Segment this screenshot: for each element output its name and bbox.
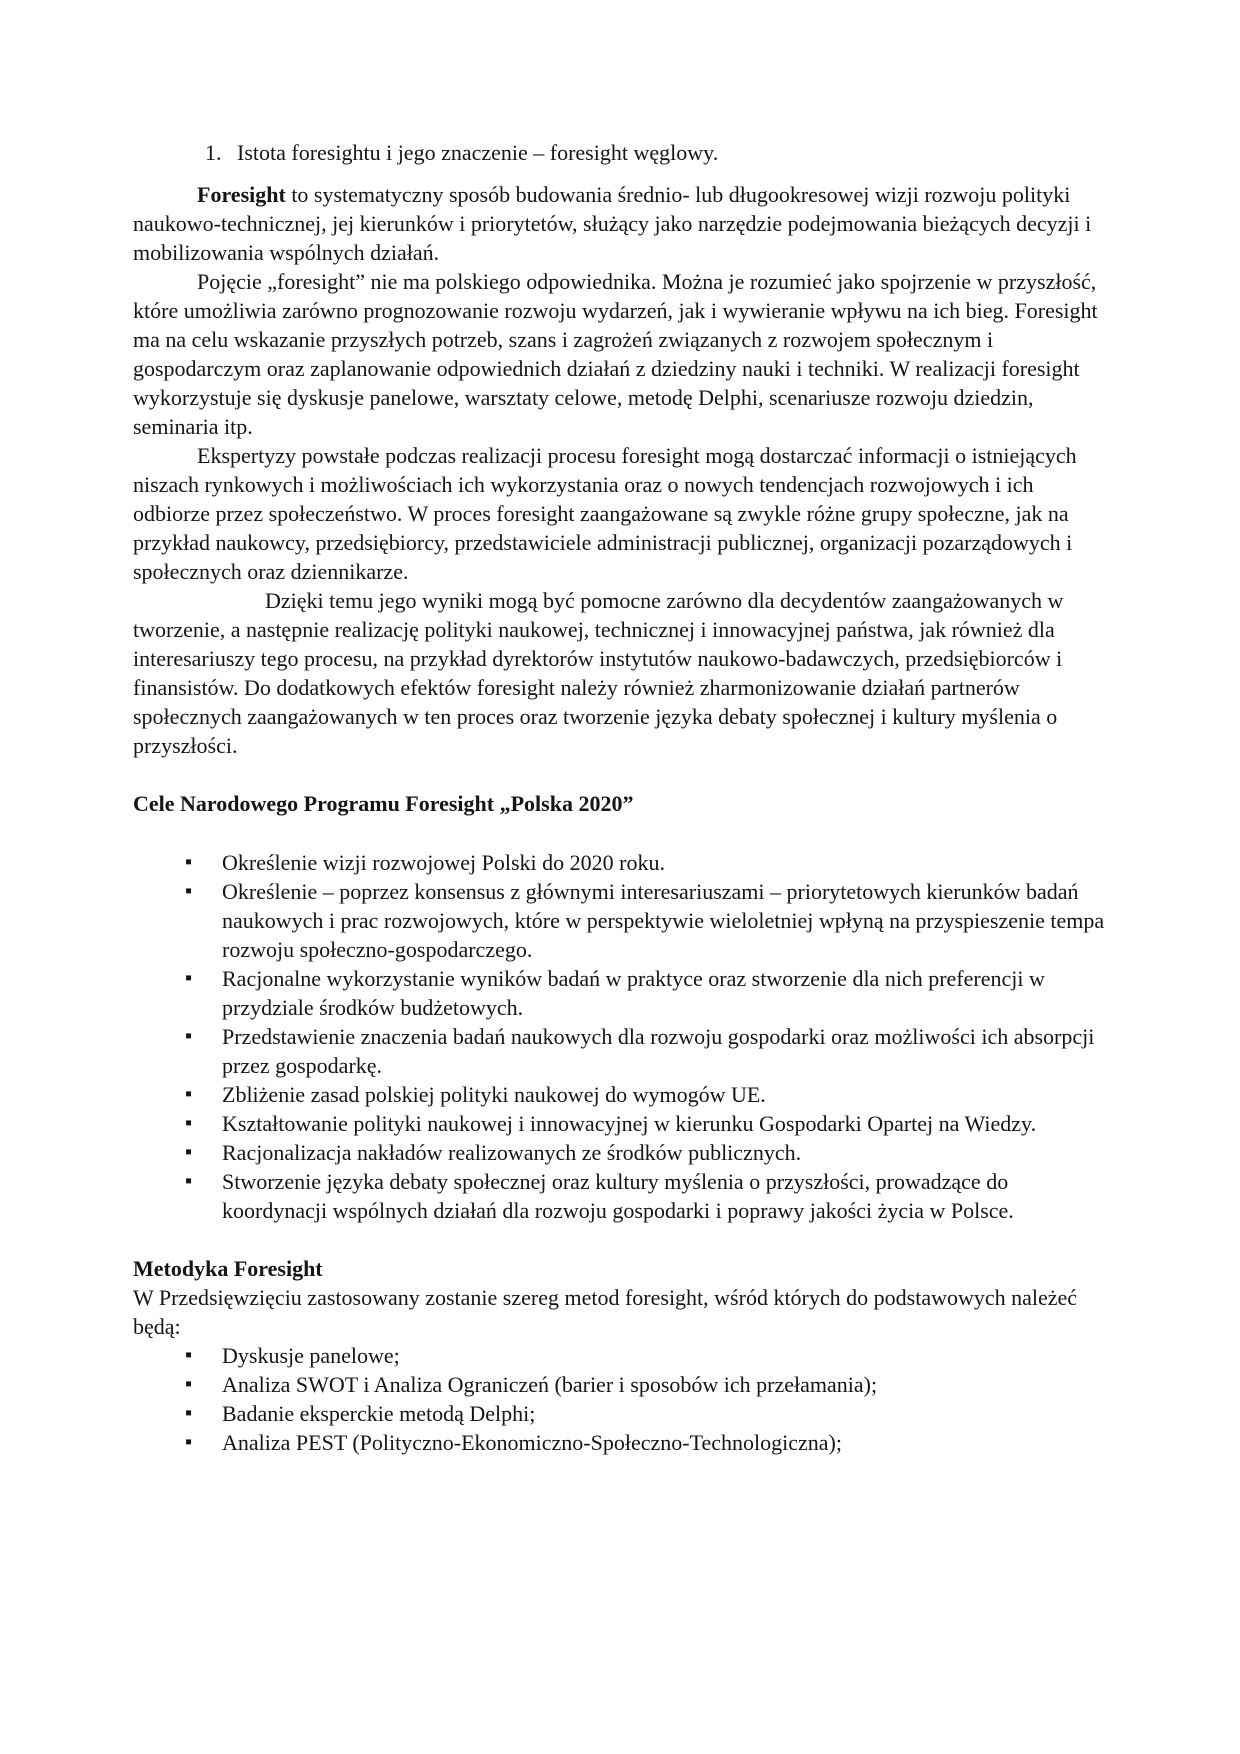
list-item-text: Analiza SWOT i Analiza Ograniczeń (barier i sposobów ich przełamania); [222,1372,878,1397]
list-item [133,1428,1115,1457]
section-title: Istota foresightu i jego znaczenie – foresight węglowy. [237,140,719,165]
list-item [133,1138,1115,1167]
list-item [133,1109,1115,1138]
list-item [133,877,1115,964]
methodology-heading: Metodyka Foresight [133,1256,323,1281]
methods-list [133,1341,1115,1457]
list-item [133,1399,1115,1428]
list-item-text: Określenie wizji rozwojowej Polski do 2020 roku. [222,850,665,875]
list-item-text: Przedstawienie znaczenia badań naukowych dla rozwoju gospodarki oraz możliwości ich absorpcji przez gospodarkę. [222,1024,1095,1078]
bullet-icon: ▪ [185,1402,193,1424]
list-item [133,1341,1115,1370]
list-item [133,964,1115,1022]
list-item-text: Stworzenie języka debaty społecznej oraz kultury myślenia o przyszłości, prowadzące do koordynacji wspólnych działań dla rozwoju gospodarki i poprawy jakości życia w Polsce. [222,1169,1014,1223]
bullet-icon: ▪ [185,851,193,873]
list-item-text: Zbliżenie zasad polskiej polityki naukowej do wymogów UE. [222,1082,766,1107]
goals-list [133,848,1115,1225]
bullet-icon: ▪ [185,967,193,989]
bullet-icon: ▪ [185,880,193,902]
bullet-icon: ▪ [185,1373,193,1395]
list-item-text: Badanie eksperckie metodą Delphi; [222,1401,536,1426]
goals-heading: Cele Narodowego Programu Foresight „Polska 2020” [133,791,634,816]
list-item-text: Określenie – poprzez konsensus z głównymi interesariuszami – priorytetowych kierunków badań naukowych i prac rozwojowych, które w perspektywie wieloletniej wpłyną na przyspieszenie tempa rozwoju społeczno-gospodarczego. [222,879,1105,962]
bold-lead-word: Foresight [197,182,286,207]
list-item [133,848,1115,877]
list-item [133,1167,1115,1225]
section-heading-numbered [133,138,1115,167]
methodology-intro: W Przedsięwzięciu zastosowany zostanie szereg metod foresight, wśród których do podstawowych należeć będą: [133,1285,1078,1339]
section-number: 1. [205,140,222,165]
paragraph-text: to systematyczny sposób budowania średnio- lub długookresowej wizji rozwoju polityki naukowo-technicznej, jej kierunków i priorytetów, służący jako narzędzie podejmowania bieżących decyzji i mobilizowania wspólnych działań. [133,182,1092,265]
paragraph-results-benefits: Dzięki temu jego wyniki mogą być pomocne zarówno dla decydentów zaangażowanych w tworzenie, a następnie realizację polityki naukowej, technicznej i innowacyjnej państwa, jak również dla interesariuszy tego procesu, na przykład dyrektorów instytutów naukowo-badawczych, przedsiębiorców i finansistów. Do dodatkowych efektów foresight należy również zharmonizowanie działań partnerów społecznych zaangażowanych w ten proces oraz tworzenie języka debaty społecznej i kultury myślenia o przyszłości. [133,588,1064,758]
list-item-text: Racjonalne wykorzystanie wyników badań w praktyce oraz stworzenie dla nich preferencji w przydziale środków budżetowych. [222,966,1045,1020]
bullet-icon: ▪ [185,1141,193,1163]
bullet-icon: ▪ [185,1083,193,1105]
list-item-text: Dyskusje panelowe; [222,1343,400,1368]
document-content [133,138,1115,1457]
list-item [133,1370,1115,1399]
paragraph-foresight-definition [133,180,1115,267]
bullet-icon: ▪ [185,1170,193,1192]
list-item-text: Racjonalizacja nakładów realizowanych ze środków publicznych. [222,1140,802,1165]
paragraph-foresight-concept: Pojęcie „foresight” nie ma polskiego odpowiednika. Można je rozumieć jako spojrzenie w przyszłość, które umożliwia zarówno prognozowanie rozwoju wydarzeń, jak i wywieranie wpływu na ich bieg. Foresight ma na celu wskazanie przyszłych potrzeb, szans i zagrożeń związanych z rozwojem społecznym i gospodarczym oraz zaplanowanie odpowiednich działań z dziedziny nauki i techniki. W realizacji foresight wykorzystuje się dyskusje panelowe, warsztaty celowe, metodę Delphi, scenariusze rozwoju dziedzin, seminaria itp. [133,269,1098,439]
list-item-text: Analiza PEST (Polityczno-Ekonomiczno-Społeczno-Technologiczna); [222,1430,842,1455]
bullet-icon: ▪ [185,1344,193,1366]
bullet-icon: ▪ [185,1025,193,1047]
paragraph-expert-reports: Ekspertyzy powstałe podczas realizacji procesu foresight mogą dostarczać informacji o istniejących niszach rynkowych i możliwościach ich wykorzystania oraz o nowych tendencjach rozwojowych i ich odbiorze przez społeczeństwo. W proces foresight zaangażowane są zwykle różne grupy społeczne, jak na przykład naukowcy, przedsiębiorcy, przedstawiciele administracji publicznej, organizacji pozarządowych i społecznych oraz dziennikarze. [133,443,1077,584]
bullet-icon: ▪ [185,1431,193,1453]
bullet-icon: ▪ [185,1112,193,1134]
list-item-text: Kształtowanie polityki naukowej i innowacyjnej w kierunku Gospodarki Opartej na Wiedzy. [222,1111,1037,1136]
list-item [133,1080,1115,1109]
list-item [133,1022,1115,1080]
